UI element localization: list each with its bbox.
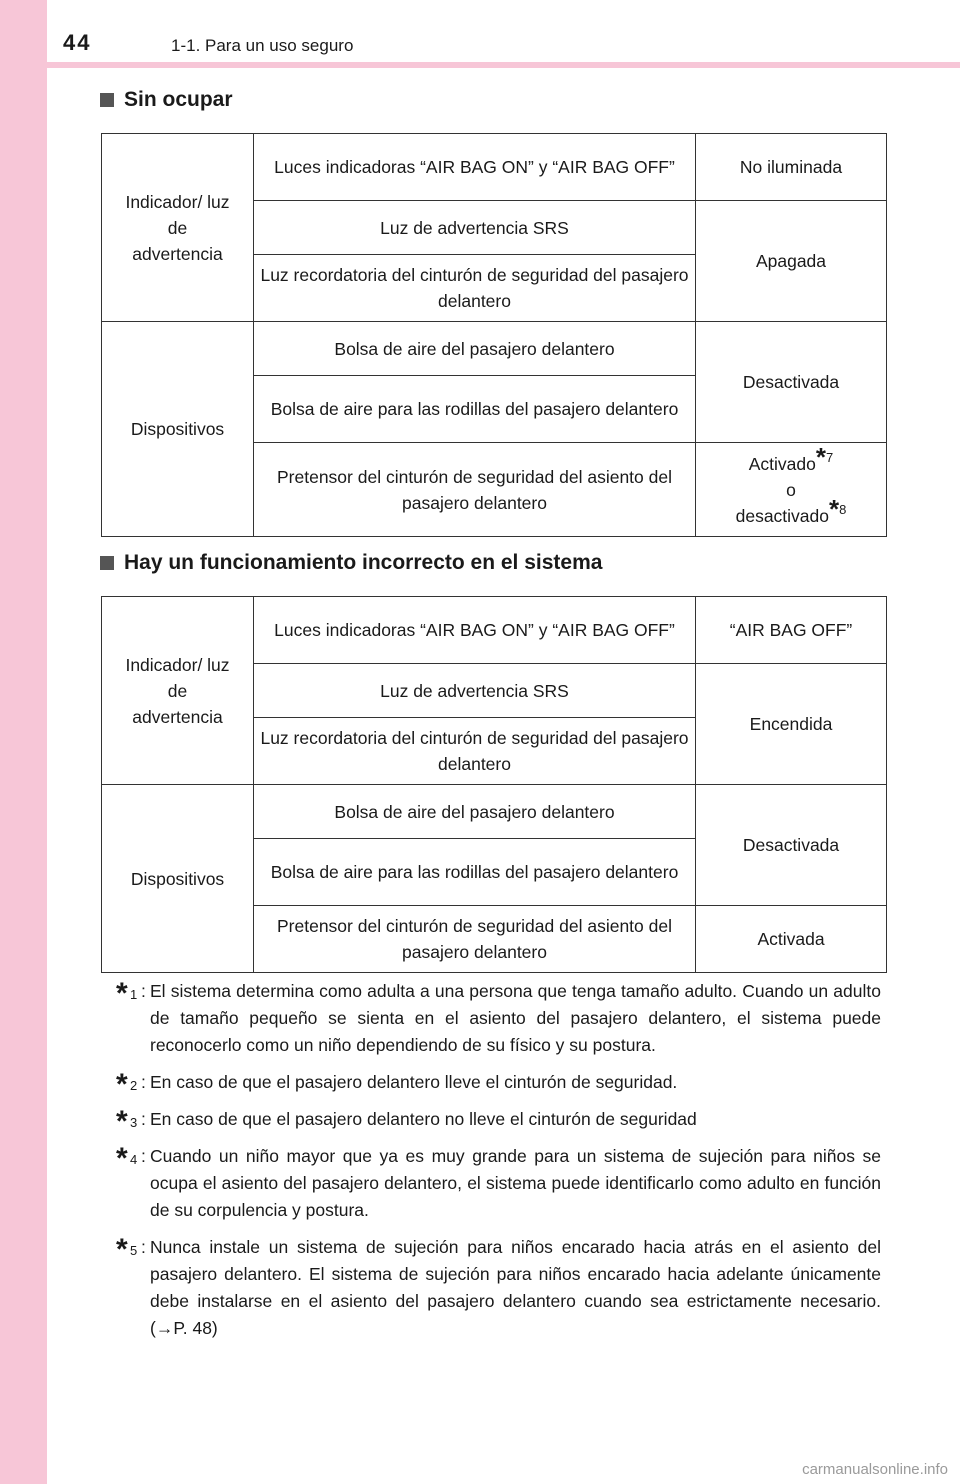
bullet-square-icon xyxy=(100,93,114,107)
footnote xyxy=(116,1143,881,1224)
table-cell: Luz de advertencia SRS xyxy=(254,664,696,718)
footnote-text: Nunca instale un sistema de sujeción para niños encarado hacia atrás en el asiento del pasajero delantero. El sistema de sujeción para niños encarado hacia adelante únicamente debe instalarse en el asiento del pasajero delantero cuando sea estrictamente necesario. (→P. 48) xyxy=(150,1237,881,1338)
footnote xyxy=(116,978,881,1059)
footnote-text: En caso de que el pasajero delantero no lleve el cinturón de seguridad xyxy=(150,1109,697,1129)
table-cell: Pretensor del cinturón de seguridad del asiento del pasajero delantero xyxy=(254,906,696,973)
page-header xyxy=(47,0,960,68)
footnote xyxy=(116,1105,881,1138)
footnote-text: En caso de que el pasajero delantero lleve el cinturón de seguridad. xyxy=(150,1072,678,1092)
section-title: 1-1. Para un uso seguro xyxy=(171,36,354,55)
group-label-indicador: Indicador/ luz de advertencia xyxy=(102,134,254,322)
table-cell: Pretensor del cinturón de seguridad del asiento del pasajero delantero xyxy=(254,443,696,537)
heading-text: Sin ocupar xyxy=(124,88,233,111)
table-cell: Luz recordatoria del cinturón de seguridad del pasajero delantero xyxy=(254,718,696,785)
table-cell: Bolsa de aire del pasajero delantero xyxy=(254,322,696,376)
footnote-text: El sistema determina como adulta a una persona que tenga tamaño adulto. Cuando un adulto de tamaño pequeño se sienta en el asiento del pasajero delantero, el sistema puede reconocerlo como un niño dependiendo de su físico y su postura. xyxy=(150,981,881,1055)
table-cell: Luces indicadoras “AIR BAG ON” y “AIR BAG OFF” xyxy=(254,134,696,201)
heading-text: Hay un funcionamiento incorrecto en el sistema xyxy=(124,551,603,574)
table-cell: Bolsa de aire para las rodillas del pasajero delantero xyxy=(254,376,696,443)
table-cell: Bolsa de aire para las rodillas del pasajero delantero xyxy=(254,839,696,906)
status-cell: No iluminada xyxy=(696,134,887,201)
footnote-marker: * 5 : xyxy=(116,1233,146,1266)
watermark: carmanualsonline.info xyxy=(802,1461,948,1478)
footnote-marker: * 4 : xyxy=(116,1142,146,1175)
footnote xyxy=(116,1234,881,1342)
status-cell: Activada xyxy=(696,906,887,973)
footnote-marker: * 3 : xyxy=(116,1105,146,1138)
page-number: 44 xyxy=(63,30,92,55)
footnote-text: Cuando un niño mayor que ya es muy grande para un sistema de sujeción para niños se ocupa el asiento del pasajero delantero, el sistema puede identificarlo como adulto en función de su corpulencia y postura. xyxy=(150,1146,881,1220)
group-label-indicador: Indicador/ luz de advertencia xyxy=(102,597,254,785)
status-cell-activado: Activado$^{*7}$ o desactivado$^{*8}$ xyxy=(696,443,887,537)
table-sin-ocupar xyxy=(101,133,887,537)
table-funcionamiento-incorrecto xyxy=(101,596,887,973)
table-cell: Luces indicadoras “AIR BAG ON” y “AIR BAG OFF” xyxy=(254,597,696,664)
footnote-marker: * 2 : xyxy=(116,1068,146,1101)
group-label-dispositivos: Dispositivos xyxy=(102,785,254,973)
group-label-dispositivos: Dispositivos xyxy=(102,322,254,537)
heading-sin-ocupar xyxy=(100,88,233,112)
footnotes xyxy=(116,978,881,1352)
footnote-marker: * 1 : xyxy=(116,977,146,1010)
status-cell: “AIR BAG OFF” xyxy=(696,597,887,664)
status-cell: Apagada xyxy=(696,201,887,322)
status-cell: Encendida xyxy=(696,664,887,785)
bullet-square-icon xyxy=(100,556,114,570)
status-cell: Desactivada xyxy=(696,322,887,443)
footnote xyxy=(116,1068,881,1101)
status-cell: Desactivada xyxy=(696,785,887,906)
left-color-bar xyxy=(0,0,47,1484)
table-cell: Luz recordatoria del cinturón de seguridad del pasajero delantero xyxy=(254,255,696,322)
heading-funcionamiento-incorrecto xyxy=(100,551,602,575)
table-cell: Bolsa de aire del pasajero delantero xyxy=(254,785,696,839)
table-cell: Luz de advertencia SRS xyxy=(254,201,696,255)
